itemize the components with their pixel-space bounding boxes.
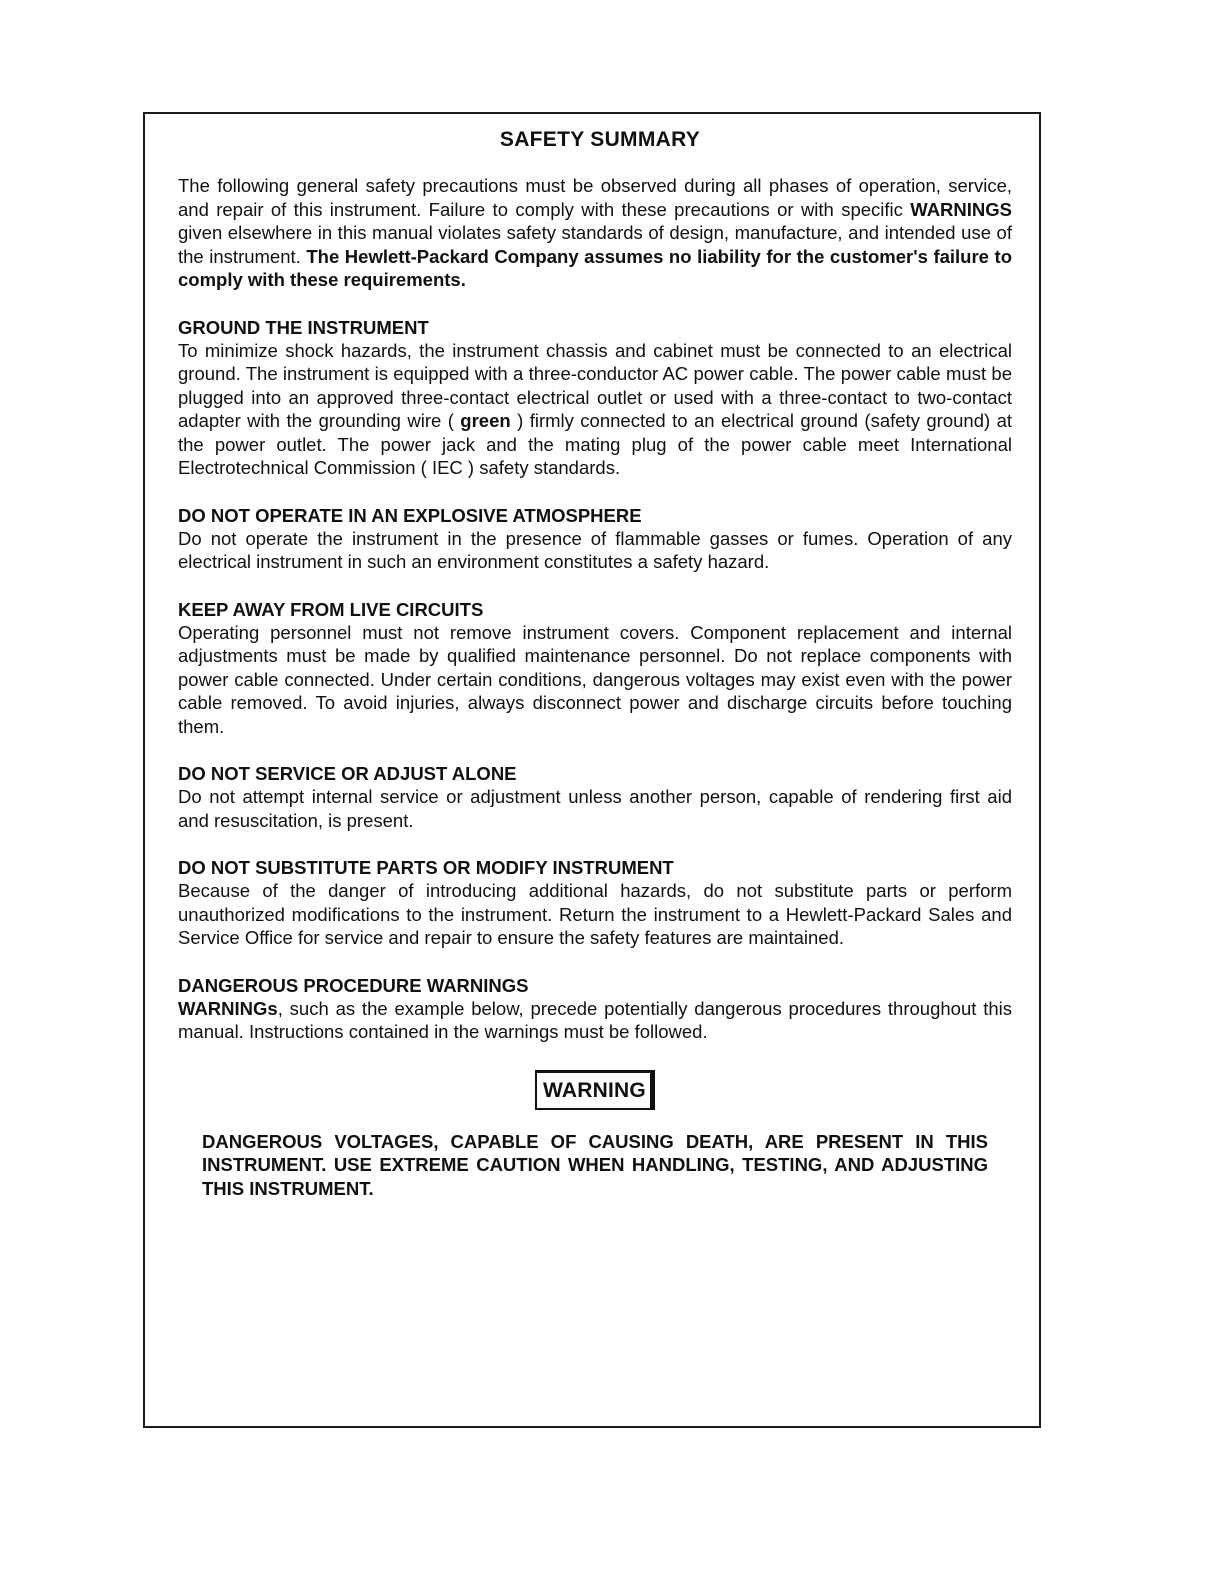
section-live-circuits-body: Operating personnel must not remove instrument covers. Component replacement and internal adjustments must be made by qualified maintenance personnel. Do not replace components with power cable connected. Under certain conditions, dangerous voltages may exist even with the power cable removed. To avoid injuries, always disconnect power and discharge circuits before touching them.: [178, 621, 1012, 737]
safety-summary-content: [178, 128, 1012, 1200]
ground-text-a: To minimize shock hazards, the instrument chassis and cabinet must be connected to an electrical ground. The instrument is equipped with a three-conductor AC power cable. The power cable must be plugged into an approved three-contact electrical outlet or used with a three-contact to two-contact adapter with the grounding wire (: [178, 339, 1012, 431]
section-substitute-heading: DO NOT SUBSTITUTE PARTS OR MODIFY INSTRUMENT: [178, 857, 674, 878]
procedure-warnings-emphasis: WARNINGs: [178, 997, 278, 1019]
section-explosive-heading: DO NOT OPERATE IN AN EXPLOSIVE ATMOSPHERE: [178, 504, 642, 526]
section-explosive-body: Do not operate the instrument in the presence of flammable gasses or fumes. Operation of any electrical instrument in such an environment constitutes a safety hazard.: [178, 527, 1012, 572]
section-explosive: [178, 504, 1012, 574]
warning-label: WARNING: [535, 1070, 655, 1110]
section-alone-heading: DO NOT SERVICE OR ADJUST ALONE: [178, 763, 517, 784]
section-live-circuits-heading: KEEP AWAY FROM LIVE CIRCUITS: [178, 598, 484, 620]
ground-green-emphasis: green: [460, 410, 511, 431]
intro-warnings-emphasis: WARNINGS: [910, 198, 1012, 220]
section-ground-heading: GROUND THE INSTRUMENT: [178, 316, 429, 338]
intro-liability-statement: The Hewlett-Packard Company assumes no liability for the customer's failure to comply with these requirements.: [178, 245, 1012, 290]
section-live-circuits: [178, 598, 1012, 739]
ground-text-b: ) firmly connected to an electrical ground (safety ground) at the power outlet. The power jack and the mating plug of the power cable meet International Electrotechnical Commission ( IEC ) safety standards.: [178, 410, 1012, 478]
intro-text-a: The following general safety precautions must be observed during all phases of operation, service, and repair of this instrument. Failure to comply with these precautions or with specific: [178, 175, 1012, 220]
section-substitute-body: Because of the danger of introducing additional hazards, do not substitute parts or perform unauthorized modifications to the instrument. Return the instrument to a Hewlett-Packard Sales and Service Office for service and repair to ensure the safety features are maintained.: [178, 880, 1012, 948]
section-procedure: [178, 974, 1012, 1044]
page-title: SAFETY SUMMARY: [499, 128, 701, 151]
intro-text-b: given elsewhere in this manual violates safety standards of design, manufacture, and intended use of the instrument.: [178, 222, 1012, 267]
warning-label-wrap: [178, 1070, 1012, 1110]
procedure-text: , such as the example below, precede potentially dangerous procedures throughout this manual. Instructions contained in the warnings must be followed.: [178, 997, 1012, 1042]
section-alone-body: Do not attempt internal service or adjustment unless another person, capable of rendering first aid and resuscitation, is present.: [178, 786, 1012, 831]
section-ground-body: [178, 339, 1012, 480]
section-procedure-heading: DANGEROUS PROCEDURE WARNINGS: [178, 974, 529, 996]
safety-summary-frame: [143, 112, 1041, 1428]
section-substitute: [178, 856, 1012, 950]
section-procedure-body: [178, 997, 1012, 1044]
warning-message: DANGEROUS VOLTAGES, CAPABLE OF CAUSING DEATH, ARE PRESENT IN THIS INSTRUMENT. USE EXTREME CAUTION WHEN HANDLING, TESTING, AND ADJUSTING THIS INSTRUMENT.: [202, 1130, 988, 1199]
section-alone: [178, 762, 1012, 832]
intro-paragraph: [178, 174, 1012, 292]
section-ground: [178, 316, 1012, 480]
